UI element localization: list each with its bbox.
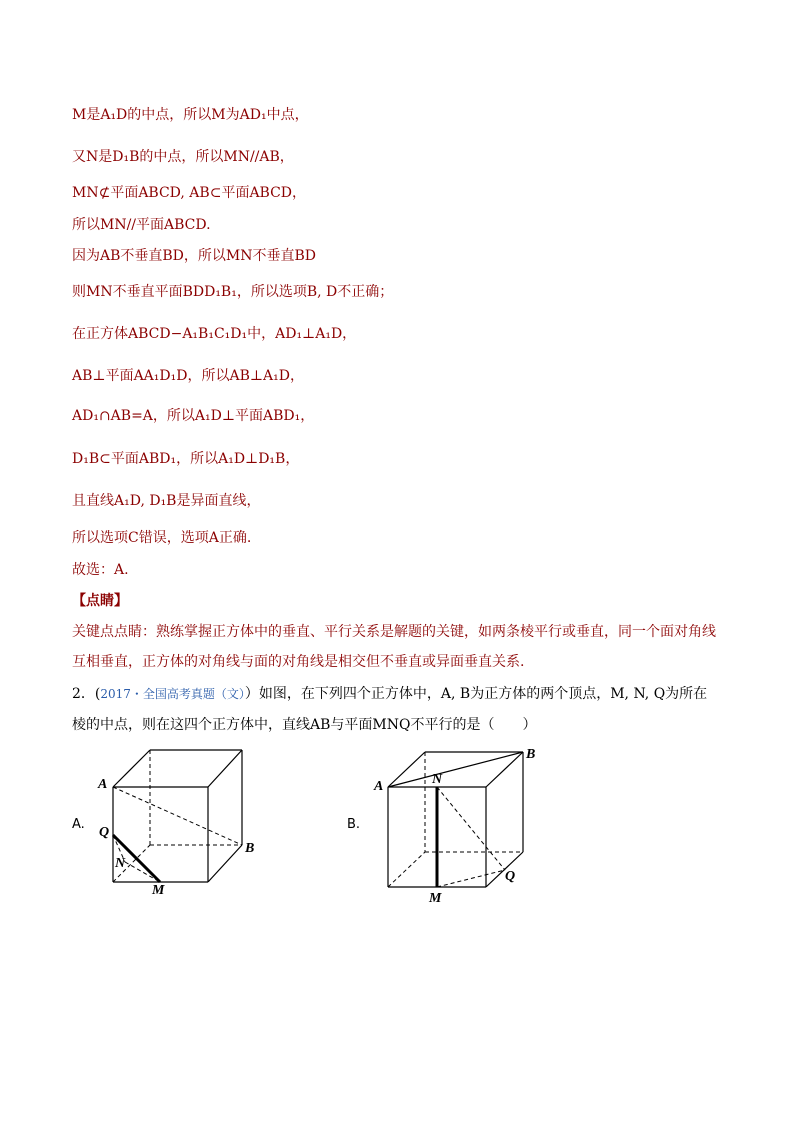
question-source: 2017・全国高考真题（文） xyxy=(100,687,245,701)
solution-line-3: MN⊄平面ABCD, AB⊂平面ABCD， xyxy=(72,185,307,201)
dianjing-line-1: 关键点点睛：熟练掌握正方体中的垂直、平行关系是解题的关键，如两条棱平行或垂直，同一个面对角线 xyxy=(72,624,716,640)
fig-b-label-Q: Q xyxy=(505,869,516,884)
fig-b-label-M: M xyxy=(429,891,442,906)
solution-line-12: 所以选项C错误，选项A正确. xyxy=(72,530,252,546)
fig-a-label-M: M xyxy=(152,883,165,898)
solution-line-2: 又N是D₁B的中点，所以MN//AB， xyxy=(72,149,294,165)
fig-a-label-Q: Q xyxy=(99,825,110,840)
solution-line-1: M是A₁D的中点，所以M为AD₁中点， xyxy=(72,107,309,123)
solution-line-6: 则MN不垂直平面BDD₁B₁，所以选项B, D不正确； xyxy=(72,284,394,300)
question-line-2: 棱的中点，则在这四个正方体中，直线AB与平面MNQ不平行的是（ ） xyxy=(72,717,537,733)
solution-line-5: 因为AB不垂直BD，所以MN不垂直BD xyxy=(72,248,317,264)
solution-line-7: 在正方体ABCD−A₁B₁C₁D₁中，AD₁⊥A₁D， xyxy=(72,326,357,342)
solution-line-9: AD₁∩AB=A，所以A₁D⊥平面ABD₁， xyxy=(72,408,315,424)
option-b-label: B. xyxy=(347,817,361,832)
fig-b-label-N: N xyxy=(432,772,443,787)
question-number: 2．( xyxy=(72,686,101,702)
solution-line-8: AB⊥平面AA₁D₁D，所以AB⊥A₁D， xyxy=(72,368,304,384)
solution-line-10: D₁B⊂平面ABD₁，所以A₁D⊥D₁B， xyxy=(72,451,300,467)
fig-b-label-A: A xyxy=(374,779,384,794)
dianjing-heading: 【点睛】 xyxy=(72,593,128,609)
question-text: 如图，在下列四个正方体中，A, B为正方体的两个顶点，M, N, Q为所在 xyxy=(258,686,708,702)
fig-a-label-B: B xyxy=(245,841,255,856)
fig-b-label-B: B xyxy=(526,747,536,762)
question-close: ） xyxy=(244,686,259,702)
solution-line-13: 故选：A. xyxy=(72,562,129,578)
solution-line-11: 且直线A₁D, D₁B是异面直线， xyxy=(72,493,261,509)
fig-a-label-N: N xyxy=(115,856,126,871)
fig-a-label-A: A xyxy=(98,777,108,792)
dianjing-line-2: 互相垂直，正方体的对角线与面的对角线是相交但不垂直或异面垂直关系. xyxy=(72,654,525,670)
solution-line-4: 所以MN//平面ABCD. xyxy=(72,217,211,233)
option-a-label: A. xyxy=(72,817,85,832)
